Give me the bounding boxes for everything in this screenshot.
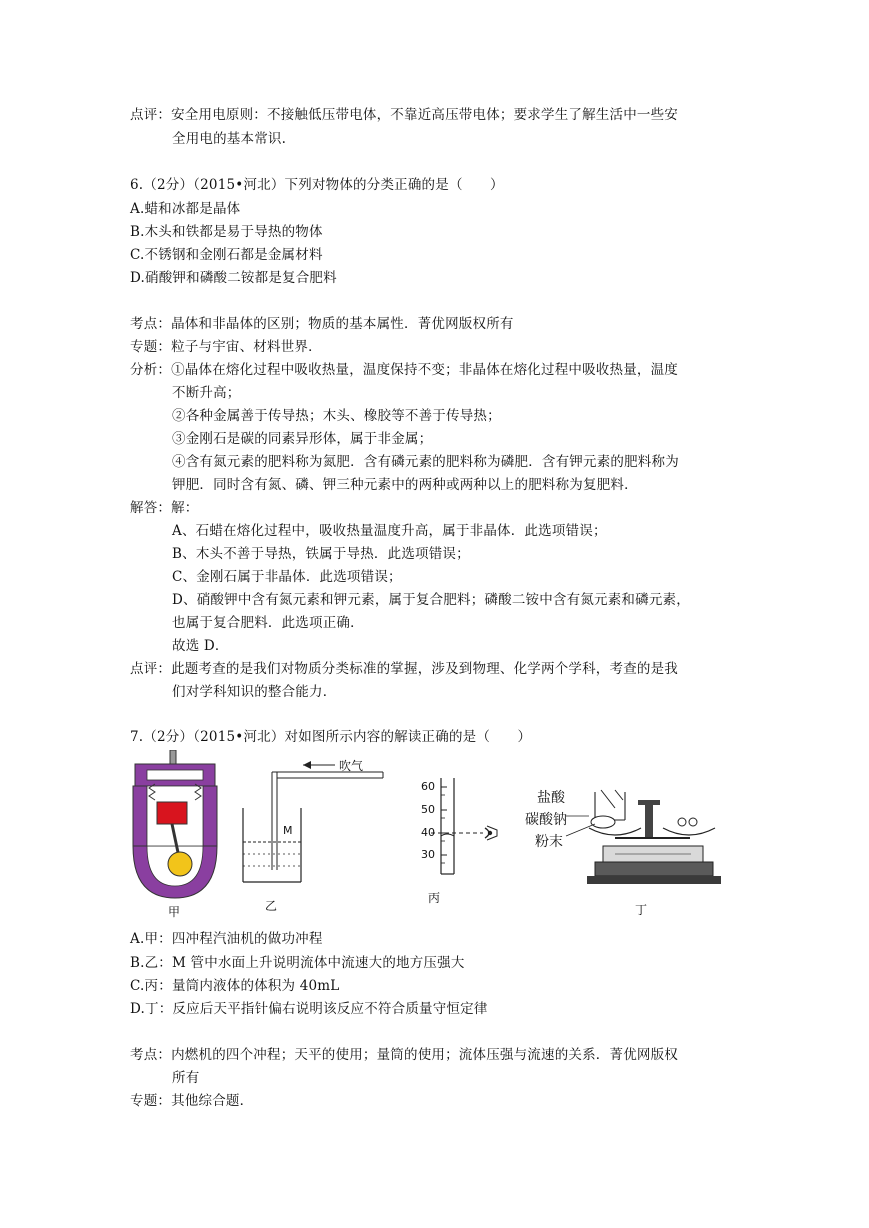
- q6-jieda-line1: A、石蜡在熔化过程中，吸收热量温度升高，属于非晶体．此选项错误；: [172, 523, 607, 539]
- tick-60: 60: [421, 780, 435, 793]
- q6-jieda-line5: 也属于复合肥料．此选项正确．: [172, 615, 364, 631]
- q6-jieda-line4: D、硝酸钾中含有氮元素和钾元素，属于复合肥料；磷酸二铵中含有氮元素和磷元素，: [172, 592, 690, 608]
- q6-fenxi-line2: 不断升高；: [172, 385, 241, 401]
- q6-dianping-line2: 们对学科知识的整合能力．: [172, 684, 337, 700]
- q6-stem: 6.（2分）（2015•河北）下列对物体的分类正确的是（ ）: [130, 177, 504, 193]
- q6-fenxi-line3: ②各种金属善于传导热；木头、橡胶等不善于传导热；: [172, 408, 501, 424]
- q7-kaodian-line2: 所有: [172, 1070, 200, 1086]
- q6-kaodian: 考点：晶体和非晶体的区别；物质的基本属性．菁优网版权所有: [130, 316, 514, 332]
- q7-figure: [125, 750, 735, 920]
- q6-option-d: D.硝酸钾和磷酸二铵都是复合肥料: [130, 270, 337, 286]
- label-chuiqi: 吹气: [339, 759, 364, 773]
- q7-stem: 7.（2分）（2015•河北）对如图所示内容的解读正确的是（ ）: [130, 729, 532, 745]
- q6-dianping-line1: 点评：此题考查的是我们对物质分类标准的掌握，涉及到物理、化学两个学科，考查的是我: [130, 661, 679, 677]
- q6-fenxi-line1: 分析：①晶体在熔化过程中吸收热量，温度保持不变；非晶体在熔化过程中吸收热量，温度: [130, 362, 679, 378]
- label-m: M: [283, 824, 293, 837]
- dianping-prev-line1: 点评：安全用电原则：不接触低压带电体，不靠近高压带电体；要求学生了解生活中一些安: [130, 107, 679, 123]
- label-fenmo: 粉末: [535, 834, 563, 850]
- cylinder-diagram: [431, 778, 497, 874]
- q6-fenxi-line4: ③金刚石是碳的同素异形体，属于非金属；: [172, 431, 433, 447]
- q6-jieda-head: 解答：解：: [130, 500, 199, 516]
- q7-option-a: A.甲：四冲程汽油机的做功冲程: [130, 931, 323, 947]
- q7-figure-svg: [125, 750, 735, 920]
- label-yansuan: 盐酸: [537, 790, 565, 806]
- q6-option-c: C.不锈钢和金刚石都是金属材料: [130, 247, 323, 263]
- q6-jieda-line2: B、木头不善于导热，铁属于导热．此选项错误；: [172, 546, 470, 562]
- q6-jieda-line6: 故选 D．: [172, 638, 229, 654]
- q7-kaodian-line1: 考点：内燃机的四个冲程；天平的使用；量筒的使用；流体压强与流速的关系．菁优网版权: [130, 1047, 679, 1063]
- tick-40: 40: [421, 826, 435, 839]
- dianping-prev-line2: 全用电的基本常识.: [172, 131, 287, 147]
- tick-50: 50: [421, 803, 435, 816]
- tick-30: 30: [421, 848, 435, 861]
- label-ding: 丁: [635, 903, 648, 917]
- q6-option-a: A.蜡和冰都是晶体: [130, 201, 241, 217]
- balance-diagram: [566, 790, 721, 884]
- q7-zhuanti: 专题：其他综合题．: [130, 1093, 254, 1109]
- q7-option-d: D.丁：反应后天平指针偏右说明该反应不符合质量守恒定律: [130, 1001, 488, 1017]
- q6-option-b: B.木头和铁都是易于导热的物体: [130, 224, 323, 240]
- q7-option-b: B.乙：M 管中水面上升说明流体中流速大的地方压强大: [130, 955, 465, 971]
- beaker-diagram: [243, 761, 383, 882]
- q6-fenxi-line6: 钾肥．同时含有氮、磷、钾三种元素中的两种或两种以上的肥料称为复肥料．: [172, 477, 638, 493]
- q6-jieda-line3: C、金刚石属于非晶体．此选项错误；: [172, 569, 402, 585]
- q6-zhuanti: 专题：粒子与宇宙、材料世界．: [130, 339, 322, 355]
- q7-option-c: C.丙：量筒内液体的体积为 40mL: [130, 978, 340, 994]
- label-bing: 丙: [428, 891, 441, 905]
- q6-fenxi-line5: ④含有氮元素的肥料称为氮肥．含有磷元素的肥料称为磷肥．含有钾元素的肥料称为: [172, 454, 679, 470]
- label-tansuanna: 碳酸钠: [525, 812, 567, 828]
- label-jia: 甲: [168, 905, 181, 919]
- label-yi: 乙: [265, 899, 278, 913]
- engine-diagram: [133, 750, 217, 898]
